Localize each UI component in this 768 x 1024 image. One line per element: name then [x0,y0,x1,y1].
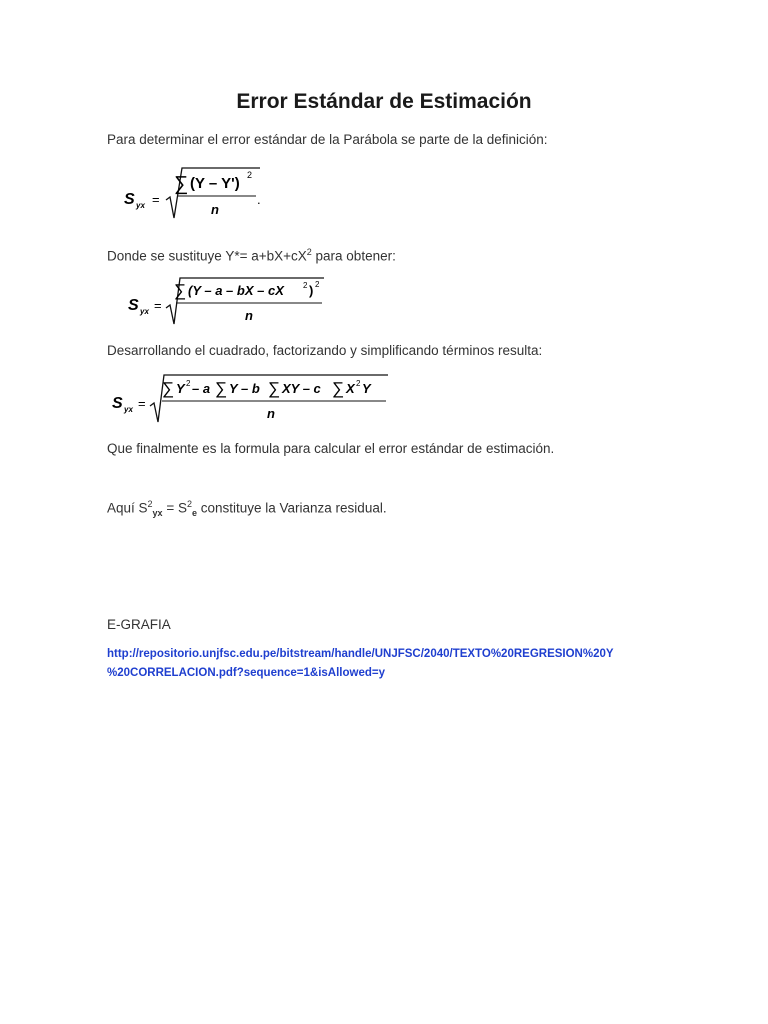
formula3-term5: X [346,381,355,396]
formula3-denominator: n [267,406,275,421]
formula1-period: . [257,192,261,207]
substitution-text-after: para obtener: [311,248,396,264]
formula1-numerator: (Y – Y') [190,175,240,192]
formula2-close-paren: ) [309,283,314,298]
formula1-sigma: ∑ [174,173,189,195]
formula2-denominator: n [245,308,253,323]
formula3-term3: Y – b [229,381,260,396]
variance-sub2: e [191,508,197,519]
formula2-numerator: (Y – a – bX – cX [188,283,284,298]
formula2-exponent: 2 [315,280,320,289]
substitution-text: Donde se sustituye Y*= a+bX+cX [107,248,307,264]
formula1-exponent: 2 [247,170,253,180]
formula-substituted [110,276,350,335]
conclusion-paragraph: Que finalmente es la formula para calcular el error estándar de estimación. [107,441,555,456]
formula2-lhs: S [128,297,139,314]
variance-sup1: 2 [147,499,153,509]
formula1-lhs: S [124,191,135,208]
formula-definition [110,164,310,229]
formula3-sigma4: ∑ [332,379,345,398]
formula2-lhs-sub: yx [140,307,149,316]
reference-link-line1[interactable]: http://repositorio.unjfsc.edu.pe/bitstream/handle/UNJFSC/2040/TEXTO%20REGRESION%20Y [107,648,614,660]
formula1-lhs-sub: yx [136,201,145,210]
formula3-term6: Y [362,381,371,396]
formula-definition-graphic [110,164,310,224]
variance-sup2: 2 [186,499,192,509]
formula3-lhs-sub: yx [124,405,133,414]
formula3-term1: Y [176,381,185,396]
formula3-sigma2: ∑ [215,379,228,398]
formula3-term4: XY – c [282,381,321,396]
formula2-sigma: ∑ [174,281,187,300]
formula3-term2: – a [192,381,211,396]
variance-paragraph [107,499,387,518]
egrafia-heading: E-GRAFIA [107,617,171,632]
formula3-sigma1: ∑ [162,379,175,398]
formula3-term5-exp: 2 [356,379,361,388]
variance-sub1: yx [152,508,163,519]
formula1-equals: = [152,192,160,207]
intro-paragraph: Para determinar el error estándar de la Parábola se parte de la definición: [107,132,548,147]
substitution-exponent: 2 [306,247,312,257]
formula-final-graphic [110,372,400,426]
variance-post: constituye la Varianza residual. [196,500,387,516]
formula1-denominator: n [211,202,219,217]
formula-substituted-graphic [110,276,350,330]
formula2-inner-exponent: 2 [303,281,308,290]
formula3-sigma3: ∑ [268,379,281,398]
development-paragraph: Desarrollando el cuadrado, factorizando y simplificando términos resulta: [107,343,543,358]
formula3-equals: = [138,396,146,411]
formula-final [110,372,400,431]
formula2-equals: = [154,298,162,313]
formula3-term1-exp: 2 [186,379,191,388]
page-title: Error Estándar de Estimación [236,90,532,113]
reference-link-line2[interactable]: %20CORRELACION.pdf?sequence=1&isAllowed=y [107,667,385,679]
formula3-lhs: S [112,395,123,412]
variance-mid: = S [162,500,187,516]
variance-pre: Aquí S [107,500,148,516]
substitution-paragraph [107,247,396,264]
